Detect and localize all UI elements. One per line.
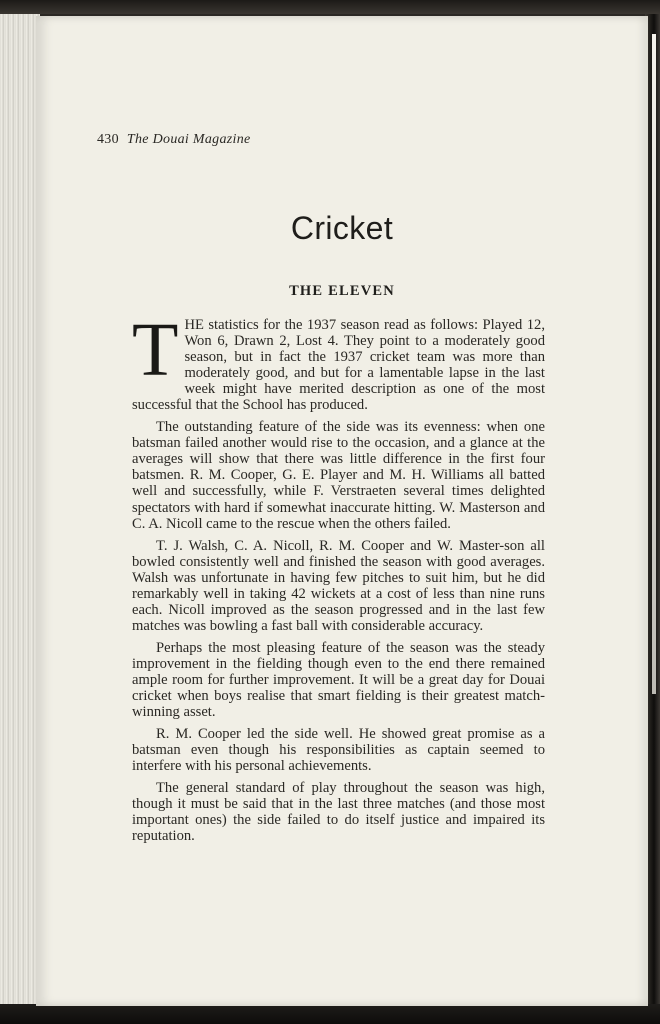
book-top-edge — [0, 0, 660, 14]
drop-cap: T — [132, 308, 179, 392]
paragraph-4: Perhaps the most pleasing feature of the season was the steady improvement in the fielding though even to the end there remained ample room for further improvement. It will be a great day for Douai cricket when boys realise that smart fielding is their greatest match-winning asset. — [132, 639, 545, 721]
page-number: 430 — [97, 132, 119, 147]
paragraph-1 — [132, 308, 545, 414]
section-heading: THE ELEVEN — [289, 283, 395, 299]
page-edge-strip — [652, 34, 656, 694]
running-head — [97, 132, 251, 148]
page-stack-edge — [0, 14, 40, 1008]
book-bottom-edge — [0, 1004, 660, 1024]
paragraph-1-text: HE statistics for the 1937 season read as follows: Played 12, Won 6, Drawn 2, Lost 4. They point to a moderately good season, but in fact the 1937 cricket team was more than moderately good, and but for a lamentable lapse in the last week might have merited description as one of the most successful that the School has produced. — [132, 317, 545, 414]
paragraph-2: The outstanding feature of the side was its evenness: when one batsman failed another would rise to the occasion, and a glance at the averages will show that there was little difference in the first four batsmen. R. M. Cooper, G. E. Player and M. H. Williams all batted well and successfully, while F. Verstraeten several times delighted spectators with hard if somewhat inaccurate hitting. W. Masterson and C. A. Nicoll came to the rescue when the others failed. — [132, 419, 545, 532]
magazine-title: The Douai Magazine — [126, 132, 251, 147]
article-title: Cricket — [290, 210, 394, 246]
article-body — [132, 308, 545, 850]
paragraph-6: The general standard of play throughout the season was high, though it must be said that in the last three matches (and those most important ones) the side failed to do itself justice and impaired its reputation. — [132, 780, 545, 845]
paragraph-3: T. J. Walsh, C. A. Nicoll, R. M. Cooper and W. Master-son all bowled consistently well and finished the season with good averages. Walsh was unfortunate in having few pitches to suit him, but he did remarkably well in taking 42 wickets at a cost of less than nine runs each. Nicoll improved as the season progressed and in the last few matches was bowling a fast ball with considerable accuracy. — [132, 537, 545, 634]
paragraph-5: R. M. Cooper led the side well. He showed great promise as a batsman even though his responsibilities as captain seemed to interfere with his personal achievements. — [132, 726, 545, 775]
